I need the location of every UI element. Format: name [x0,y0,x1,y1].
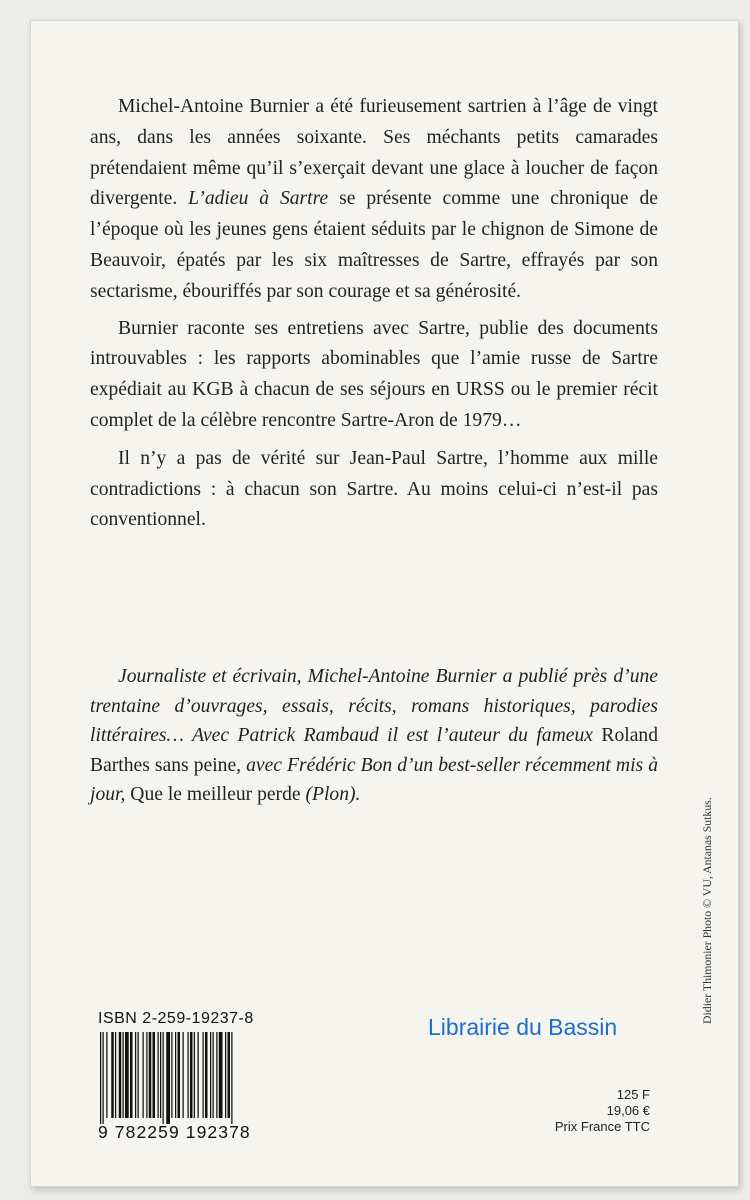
barcode-bar [135,1032,136,1118]
bio-text: , avec Frédéric Bon d’un best-seller récemment mis à jour, [90,754,658,805]
price-francs: 125 F [616,1087,650,1102]
barcode-bar [216,1032,217,1118]
barcode-bar [115,1032,116,1118]
barcode-bar [228,1032,231,1118]
bio-book-title: Que le meilleur perde [130,784,301,805]
book-title-italic: L’adieu à Sartre [188,188,329,210]
price-label: Prix France TTC [554,1119,650,1134]
blurb-text-span: Michel-Antoine Burnier a été furieusement sartrien à l’âge de vingt ans, dans les années soixante. Ses méchants petits camarades prétendaient même qu’il s’exerçait devant une glace à loucher de façon divergente. [90,96,658,210]
barcode-bar [143,1032,144,1118]
photo-credit: Didier Thimonier Photo © VU, Antanas Sutkus. [700,797,714,1024]
barcode-bar [231,1032,232,1124]
blurb-text-span: se présente comme une chronique de l’époque où les jeunes gens étaient séduits par le chignon de Simone de Beauvoir, épatés par les six maîtresses de Sartre, effrayés par son sectarisme, ébouriffés par son courage et sa générosité. [90,188,658,302]
store-watermark: Librairie du Bassin [428,1014,618,1040]
barcode-bar [111,1032,114,1118]
barcode-bar [160,1032,161,1118]
barcode-bar [171,1032,172,1118]
barcode-bar [158,1032,159,1118]
barcode-bar [146,1032,147,1118]
barcode-bar [178,1032,181,1118]
barcode-bar [198,1032,199,1118]
barcode-bar [163,1032,164,1124]
barcode-bar [183,1032,184,1118]
barcode [98,1032,278,1142]
barcode-bar [138,1032,139,1118]
blurb-paragraph-2: Burnier raconte ses entretiens avec Sartre, publie des documents introuvables : les rapports abominables que l’amie russe de Sartre expédiait au KGB à chacun de ses séjours en URSS ou le premier récit complet de la célèbre rencontre Sartre-Aron de 1979… [90,317,658,431]
barcode-bar [130,1032,133,1118]
price-euros: 19,06 € [606,1103,650,1118]
barcode-bar [190,1032,193,1118]
barcode-bar [194,1032,195,1118]
blurb-text [90,92,658,543]
isbn-label: ISBN 2-259-19237-8 [98,1010,254,1027]
barcode-bar [106,1032,107,1118]
barcode-bar [203,1032,204,1118]
barcode-bar [153,1032,156,1118]
barcode-bar [119,1032,122,1118]
barcode-bar [149,1032,152,1118]
price-block [555,1087,650,1135]
barcode-digits: 9 782259 192378 [98,1122,251,1142]
barcode-bar [210,1032,211,1118]
barcode-bar [188,1032,189,1118]
barcode-bars [100,1032,233,1124]
barcode-bar [125,1032,129,1118]
barcode-bar [175,1032,176,1118]
barcode-bar [225,1032,226,1118]
blurb-paragraph-3: Il n’y a pas de vérité sur Jean-Paul Sartre, l’homme aux mille contradictions : à chacun son Sartre. Au moins celui-ci n’est-il pas conventionnel. [90,447,658,531]
barcode-bar [100,1032,101,1124]
barcode-bar [166,1032,170,1124]
barcode-bar [213,1032,214,1118]
bio-text: Journaliste et écrivain, Michel-Antoine Burnier a publié près d’une trentaine d’ouvrages, essais, récits, romans historiques, parodies littéraires… Avec Patrick Rambaud il est l’auteur du fameux [90,666,658,746]
barcode-bar [103,1032,104,1124]
author-bio [90,662,658,810]
barcode-bar [205,1032,208,1118]
bio-book-title: Roland Barthes sans peine [90,725,658,776]
barcode-bar [219,1032,223,1118]
barcode-bar [123,1032,124,1118]
bio-text: (Plon). [300,784,361,805]
blurb-paragraph-1 [90,92,658,308]
